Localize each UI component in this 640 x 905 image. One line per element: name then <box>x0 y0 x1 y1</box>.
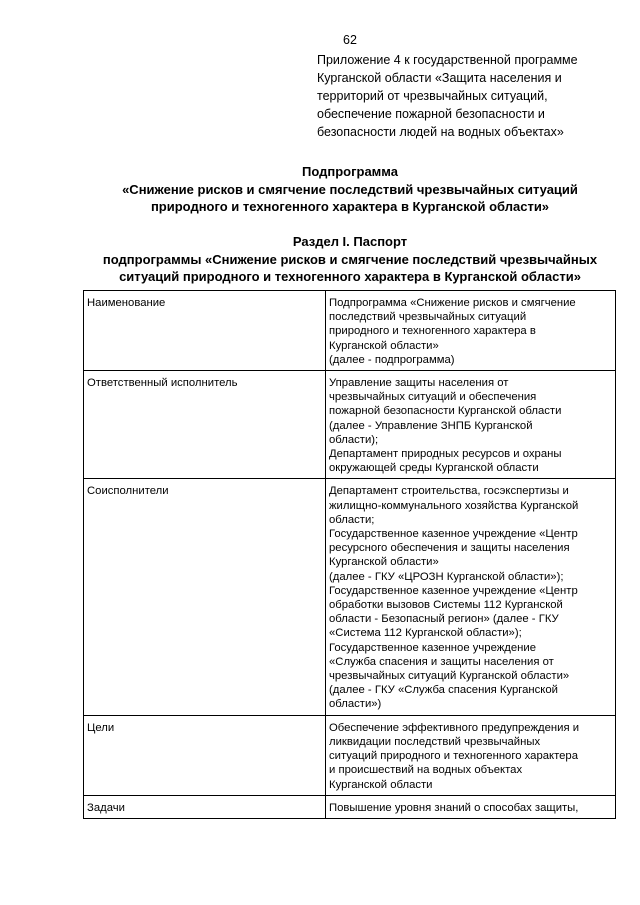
table-row <box>84 795 616 818</box>
row-label: Ответственный исполнитель <box>84 371 326 479</box>
table-row <box>84 291 616 371</box>
row-label: Задачи <box>84 795 326 818</box>
table-row <box>84 479 616 715</box>
row-value: Подпрограмма «Снижение рисков и смягчение последствий чрезвычайных ситуаций природного и техногенного характера в Курганской области» (далее - подпрограмма) <box>326 291 616 371</box>
row-value: Департамент строительства, госэкспертизы и жилищно-коммунального хозяйства Курганской области; Государственное казенное учреждение «Центр ресурсного обеспечения и защиты населения Курганской области» (далее - ГКУ «ЦРОЗН Курганской области»); Государственное казенное учреждение «Центр обработки вызовов Системы 112 Курганской области - Безопасный регион» (далее - ГКУ «Система 112 Курганской области»); Государственное казенное учреждение «Служба спасения и защиты населения от чрезвычайных ситуаций Курганской области» (далее - ГКУ «Служба спасения Курганской области») <box>326 479 616 715</box>
section-title-block <box>60 233 640 286</box>
section-title: подпрограммы «Снижение рисков и смягчение последствий чрезвычайных ситуаций природного и техногенного характера в Курганской области» <box>102 251 598 284</box>
subprogram-title-block <box>60 163 640 216</box>
table-row <box>84 715 616 795</box>
row-label: Наименование <box>84 291 326 371</box>
page-number: 62 <box>343 33 357 47</box>
subprogram-title: «Снижение рисков и смягчение последствий чрезвычайных ситуаций природного и техногенного характера в Курганской области» <box>122 181 578 214</box>
subprogram-heading: Подпрограмма <box>302 164 398 179</box>
row-value: Управление защиты населения от чрезвычайных ситуаций и обеспечения пожарной безопасности Курганской области (далее - Управление ЗНПБ Курганской области); Департамент природных ресурсов и охраны окружающей среды Курганской области <box>326 371 616 479</box>
table-row <box>84 371 616 479</box>
row-label: Соисполнители <box>84 479 326 715</box>
row-value: Повышение уровня знаний о способах защиты, <box>326 795 616 818</box>
passport-table <box>83 290 616 819</box>
appendix-note: Приложение 4 к государственной программе Курганской области «Защита населения и территорий от чрезвычайных ситуаций, обеспечение пожарной безопасности и безопасности людей на водных объектах» <box>317 53 578 139</box>
section-heading: Раздел I. Паспорт <box>292 234 408 249</box>
row-label: Цели <box>84 715 326 795</box>
row-value: Обеспечение эффективного предупреждения и ликвидации последствий чрезвычайных ситуаций природного и техногенного характера и происшествий на водных объектах Курганской области <box>326 715 616 795</box>
